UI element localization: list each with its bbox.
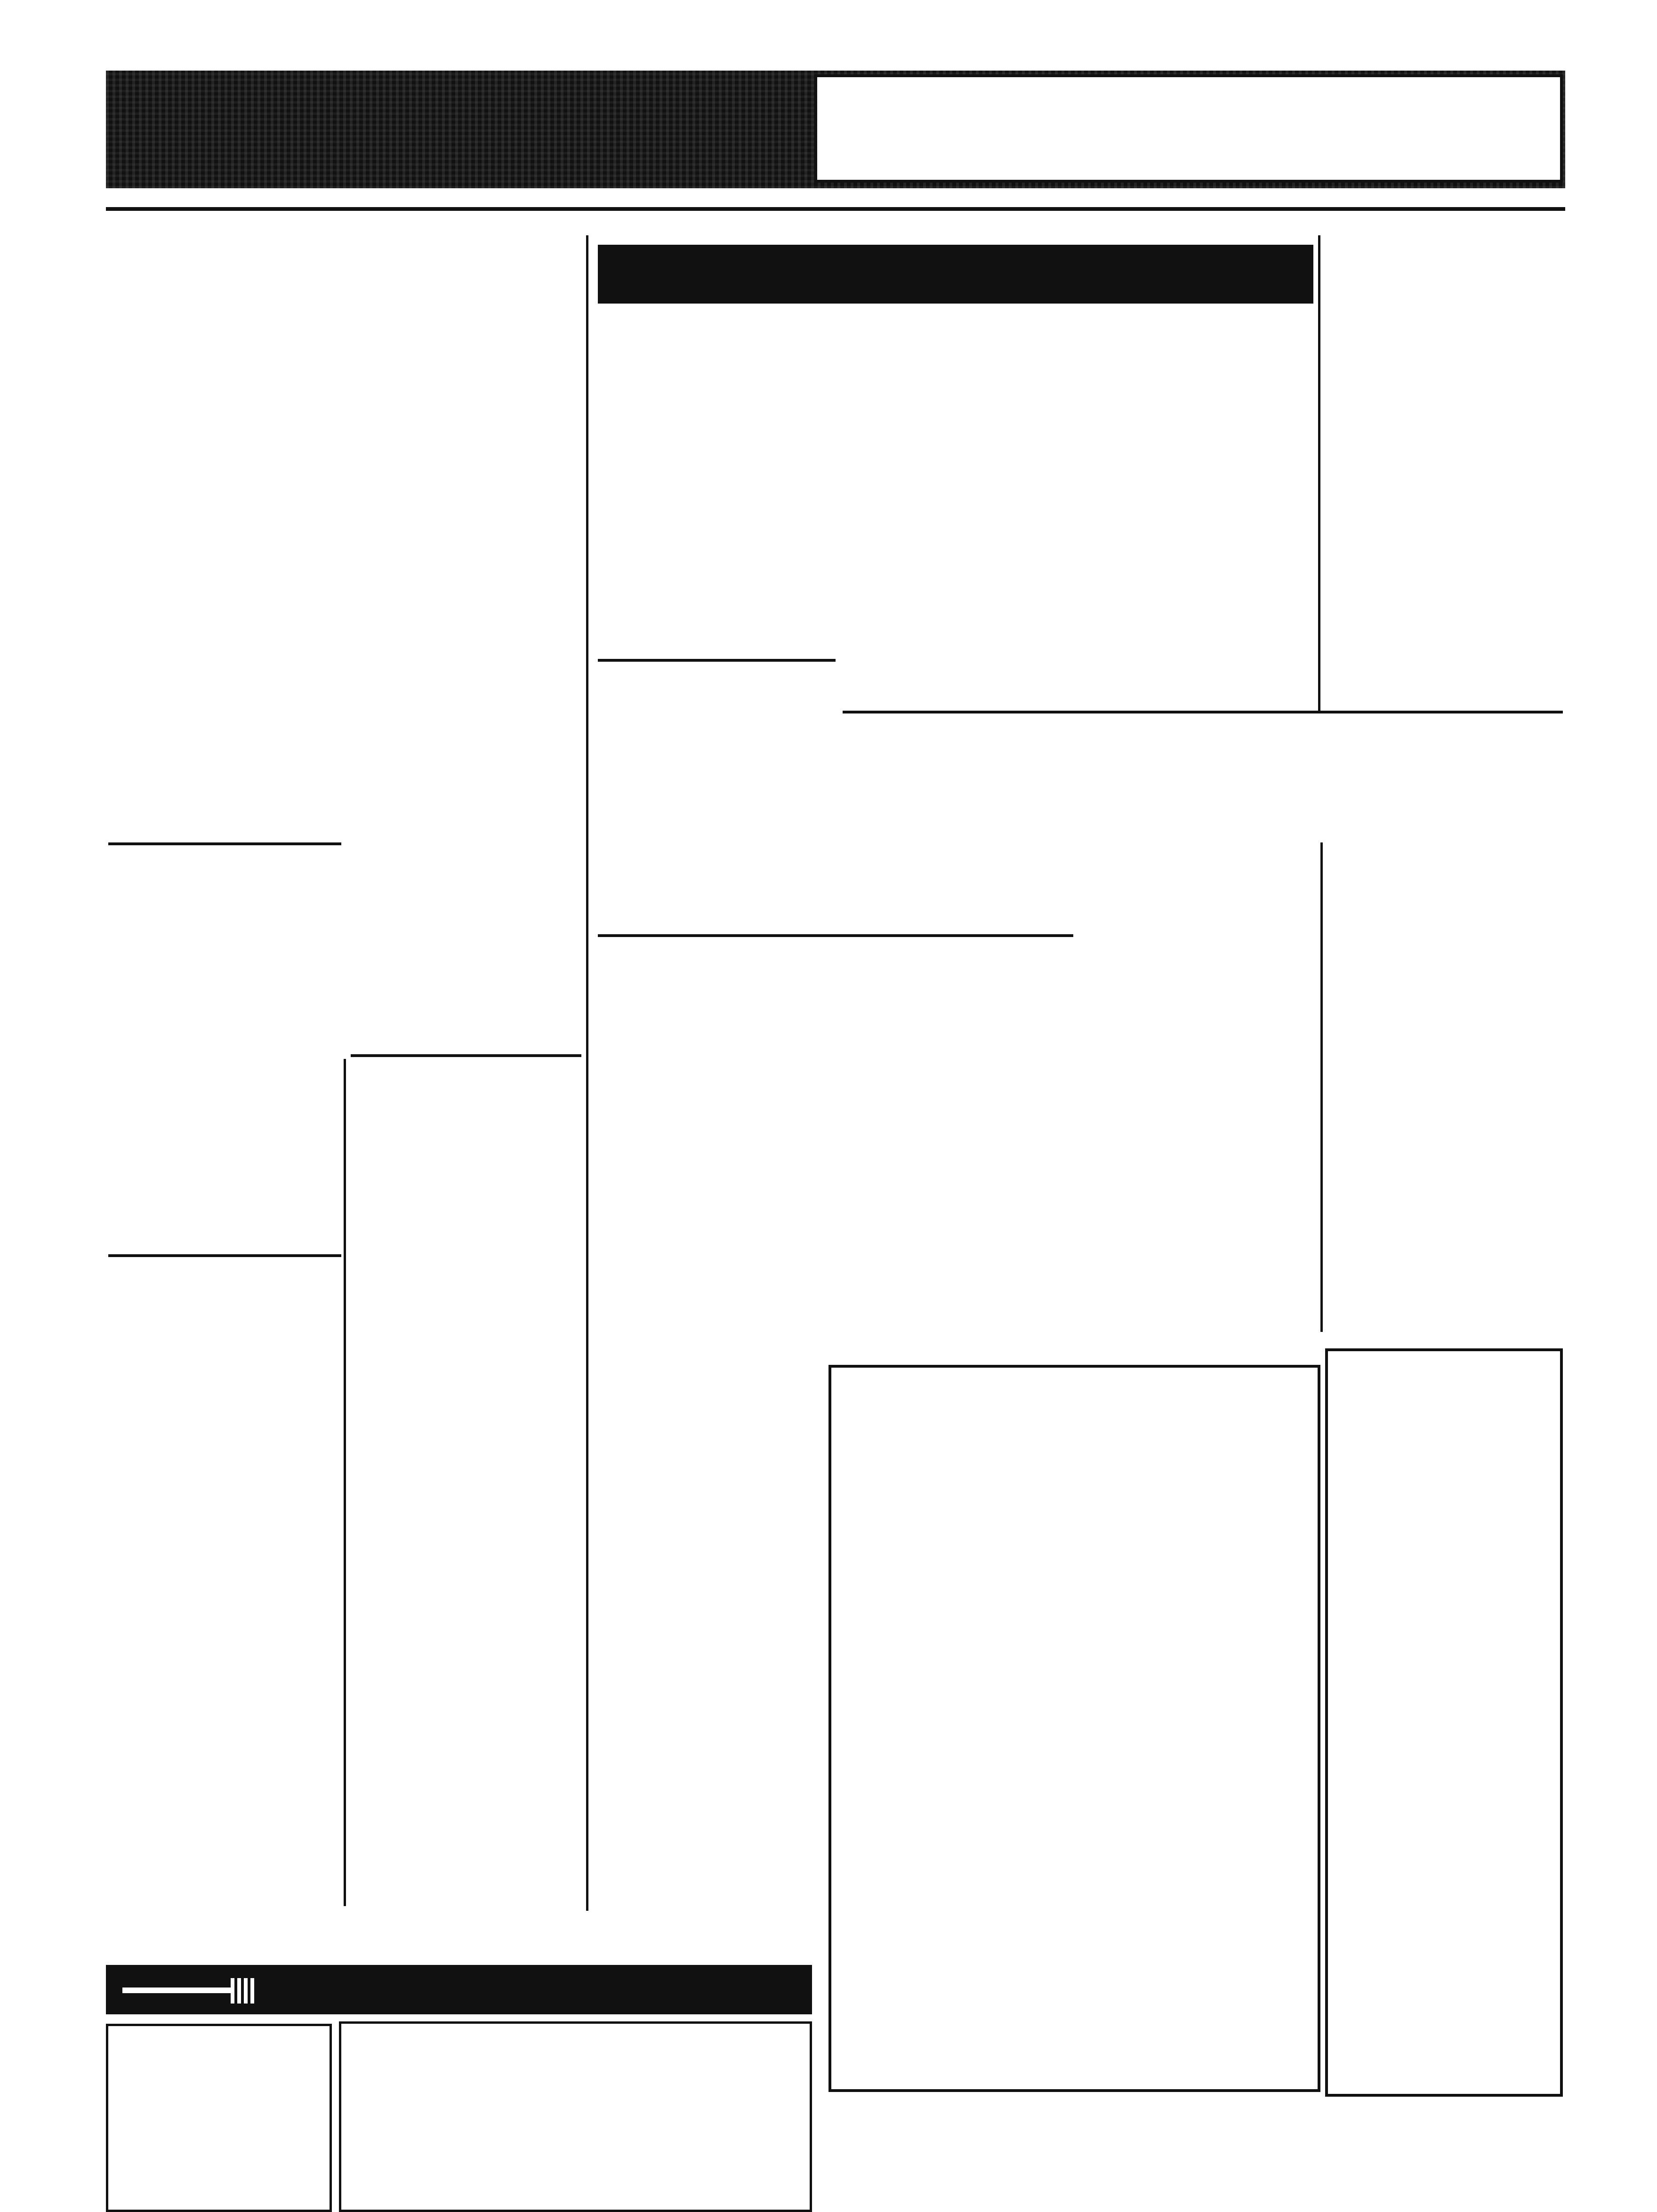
motorista-body [598,753,831,937]
sindicato-signature-role [880,1967,1304,2003]
section-divider [351,1054,581,1057]
desordem-body-col2 [351,409,579,1040]
penina-body [1332,1588,1556,1734]
column-divider [586,235,588,1911]
fork-knife-icon [122,1974,264,2007]
section-divider [108,842,341,845]
column-divider [344,1059,346,1906]
column-divider [1320,842,1323,1332]
taxis-body [108,1381,334,1899]
independencia-col2 [843,1115,1076,1407]
penina-date [1332,2017,1556,2052]
cnn-body [351,1290,579,1901]
sindicato-body [843,1593,1306,1763]
sindicato-signature-name [989,2050,1309,2068]
three-lines-col2 [843,315,1076,937]
promocao-body [1327,353,1563,701]
independencia-col1 [598,1115,833,1906]
bom-apetite-title [442,1966,810,2013]
penina-agenda-item [1346,1901,1556,2014]
section-divider [843,711,1563,713]
penina-agenda-item [1346,1833,1556,1899]
boeing-body [108,979,334,1242]
ad-quinta-sao-vicente [106,2024,332,2212]
column-divider [1318,235,1320,711]
penina-agenda-item [1346,1737,1556,1831]
header-rule [106,207,1565,211]
section-divider [598,659,836,662]
sindicato-agenda-item [876,1826,1271,1859]
three-lines-col1 [598,325,831,654]
sindicato-agenda-item [876,1793,1271,1826]
sindicato-date [843,1937,1306,1956]
sindicato-closing [843,1868,1306,1920]
section-divider [598,934,1073,937]
section-divider [108,1254,341,1257]
ad-cafe-impar [339,2021,812,2212]
page-number [167,64,290,195]
veterinarias-col2 [1327,842,1563,1337]
desordem-body-col1 [108,409,334,824]
three-lines-title [598,238,1313,294]
three-lines-col3 [1085,315,1313,692]
veterinarias-col1 [1083,842,1318,1337]
masthead-title [814,74,1563,183]
